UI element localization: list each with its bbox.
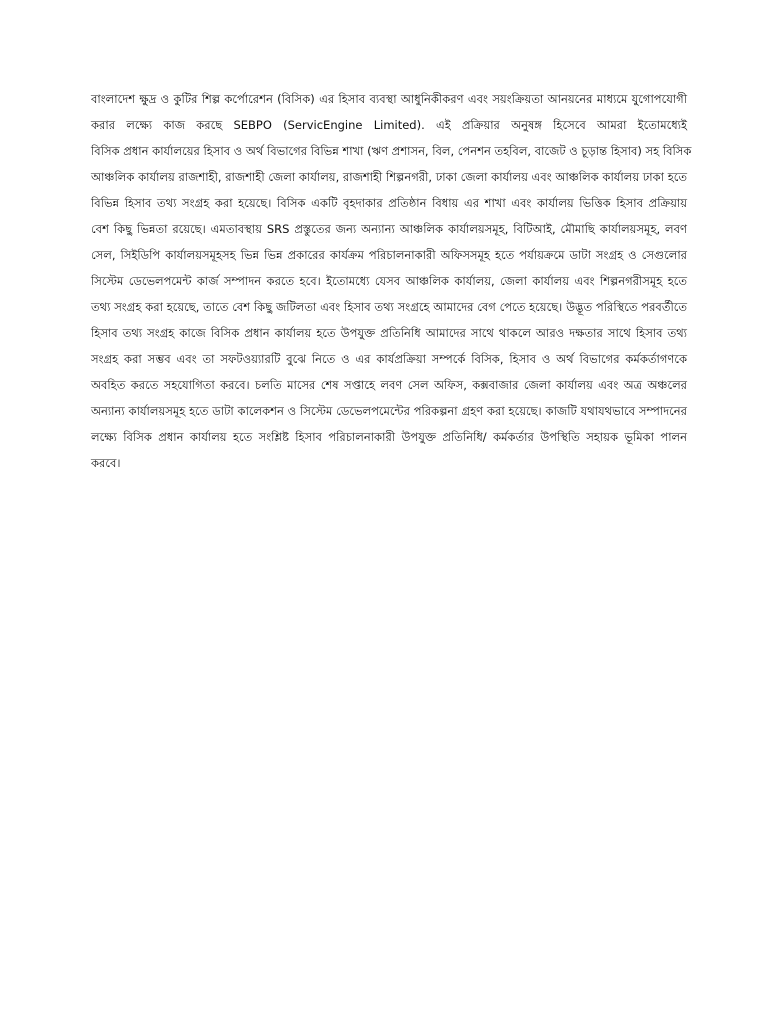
paragraph-line: সেল, সিইডিপি কার্যালয়সমূহসহ ভিন্ন ভিন্ন প্রকারের কার্যক্রম পরিচালনাকারী অফিসসমূহ হতে পর্যায়ক্রমে ডাটা সংগ্রহ ও সেগুলোর [91, 248, 687, 262]
paragraph-line: বিসিক প্রধান কার্যালয়ের হিসাব ও অর্থ বিভাগের বিভিন্ন শাখা (ঋণ প্রশাসন, বিল, পেনশন তহবিল, বাজেট ও চূড়ান্ত হিসাব) সহ বিসিক [91, 144, 692, 158]
paragraph-line: অবহিত করতে সহযোগিতা করবে। চলতি মাসের শেষ সপ্তাহে লবণ সেল অফিস, কক্সবাজার জেলা কার্যালয় এবং অত্র অঞ্চলের [91, 378, 687, 392]
paragraph-line: বিভিন্ন হিসাব তথ্য সংগ্রহ করা হয়েছে। বিসিক একটি বৃহদাকার প্রতিষ্ঠান বিধায় এর শাখা এবং কার্যালয় ভিত্তিক হিসাব প্রক্রিয়ায় [91, 196, 687, 210]
paragraph-line: হিসাব তথ্য সংগ্রহ কাজে বিসিক প্রধান কার্যালয় হতে উপযুক্ত প্রতিনিধি আমাদের সাথে থাকলে আরও দক্ষতার সাথে হিসাব তথ্য [91, 326, 687, 340]
body-paragraph [91, 86, 692, 476]
paragraph-line: করার লক্ষ্যে কাজ করছে SEBPO (ServicEngine Limited). এই প্রক্রিয়ার অনুষঙ্গ হিসেবে আমরা ইতোমধ্যেই [91, 118, 687, 132]
paragraph-line: লক্ষ্যে বিসিক প্রধান কার্যালয় হতে সংশ্লিষ্ট হিসাব পরিচালনাকারী উপযুক্ত প্রতিনিধি/ কর্মকর্তার উপস্থিতি সহায়ক ভূমিকা পালন [91, 430, 687, 444]
paragraph-line: বাংলাদেশ ক্ষুদ্র ও কুটির শিল্প কর্পোরেশন (বিসিক) এর হিসাব ব্যবস্থা আধুনিকীকরণ এবং সয়ংক্রিয়তা আনয়নের মাধ্যমে যুগোপযোগী [91, 92, 687, 106]
paragraph-line: অন্যান্য কার্যালয়সমূহ হতে ডাটা কালেকশন ও সিস্টেম ডেভেলপমেন্টের পরিকল্পনা গ্রহণ করা হয়েছে। কাজটি যথাযথভাবে সম্পাদনের [91, 404, 687, 418]
paragraph-last-line: করবে। [91, 456, 121, 470]
paragraph-line: বেশ কিছু ভিন্নতা রয়েছে। এমতাবস্থায় SRS প্রস্তুতের জন্য অন্যান্য আঞ্চলিক কার্যালয়সমূহ, বিটিআই, মৌমাছি কার্যালয়সমূহ, লবণ [91, 222, 687, 236]
paragraph-line: সিস্টেম ডেভেলপমেন্ট কার্জ সম্পাদন করতে হবে। ইতোমধ্যে যেসব আঞ্চলিক কার্যালয়, জেলা কার্যালয় এবং শিল্পনগরীসমূহ হতে [91, 274, 687, 288]
paragraph-line: তথ্য সংগ্রহ করা হয়েছে, তাতে বেশ কিছু জটিলতা এবং হিসাব তথ্য সংগ্রহে আমাদের বেগ পেতে হয়েছে। উদ্ভূত পরিস্থিতে পরবর্তীতে [91, 300, 687, 314]
paragraph-line: সংগ্রহ করা সম্ভব এবং তা সফটওয়্যারটি বুঝে নিতে ও এর কার্যপ্রক্রিয়া সম্পর্কে বিসিক, হিসাব ও অর্থ বিভাগের কর্মকর্তাগণকে [91, 352, 687, 366]
paragraph-line: আঞ্চলিক কার্যালয় রাজশাহী, রাজশাহী জেলা কার্যালয়, রাজশাহী শিল্পনগরী, ঢাকা জেলা কার্যালয় এবং আঞ্চলিক কার্যালয় ঢাকা হতে [91, 170, 687, 184]
